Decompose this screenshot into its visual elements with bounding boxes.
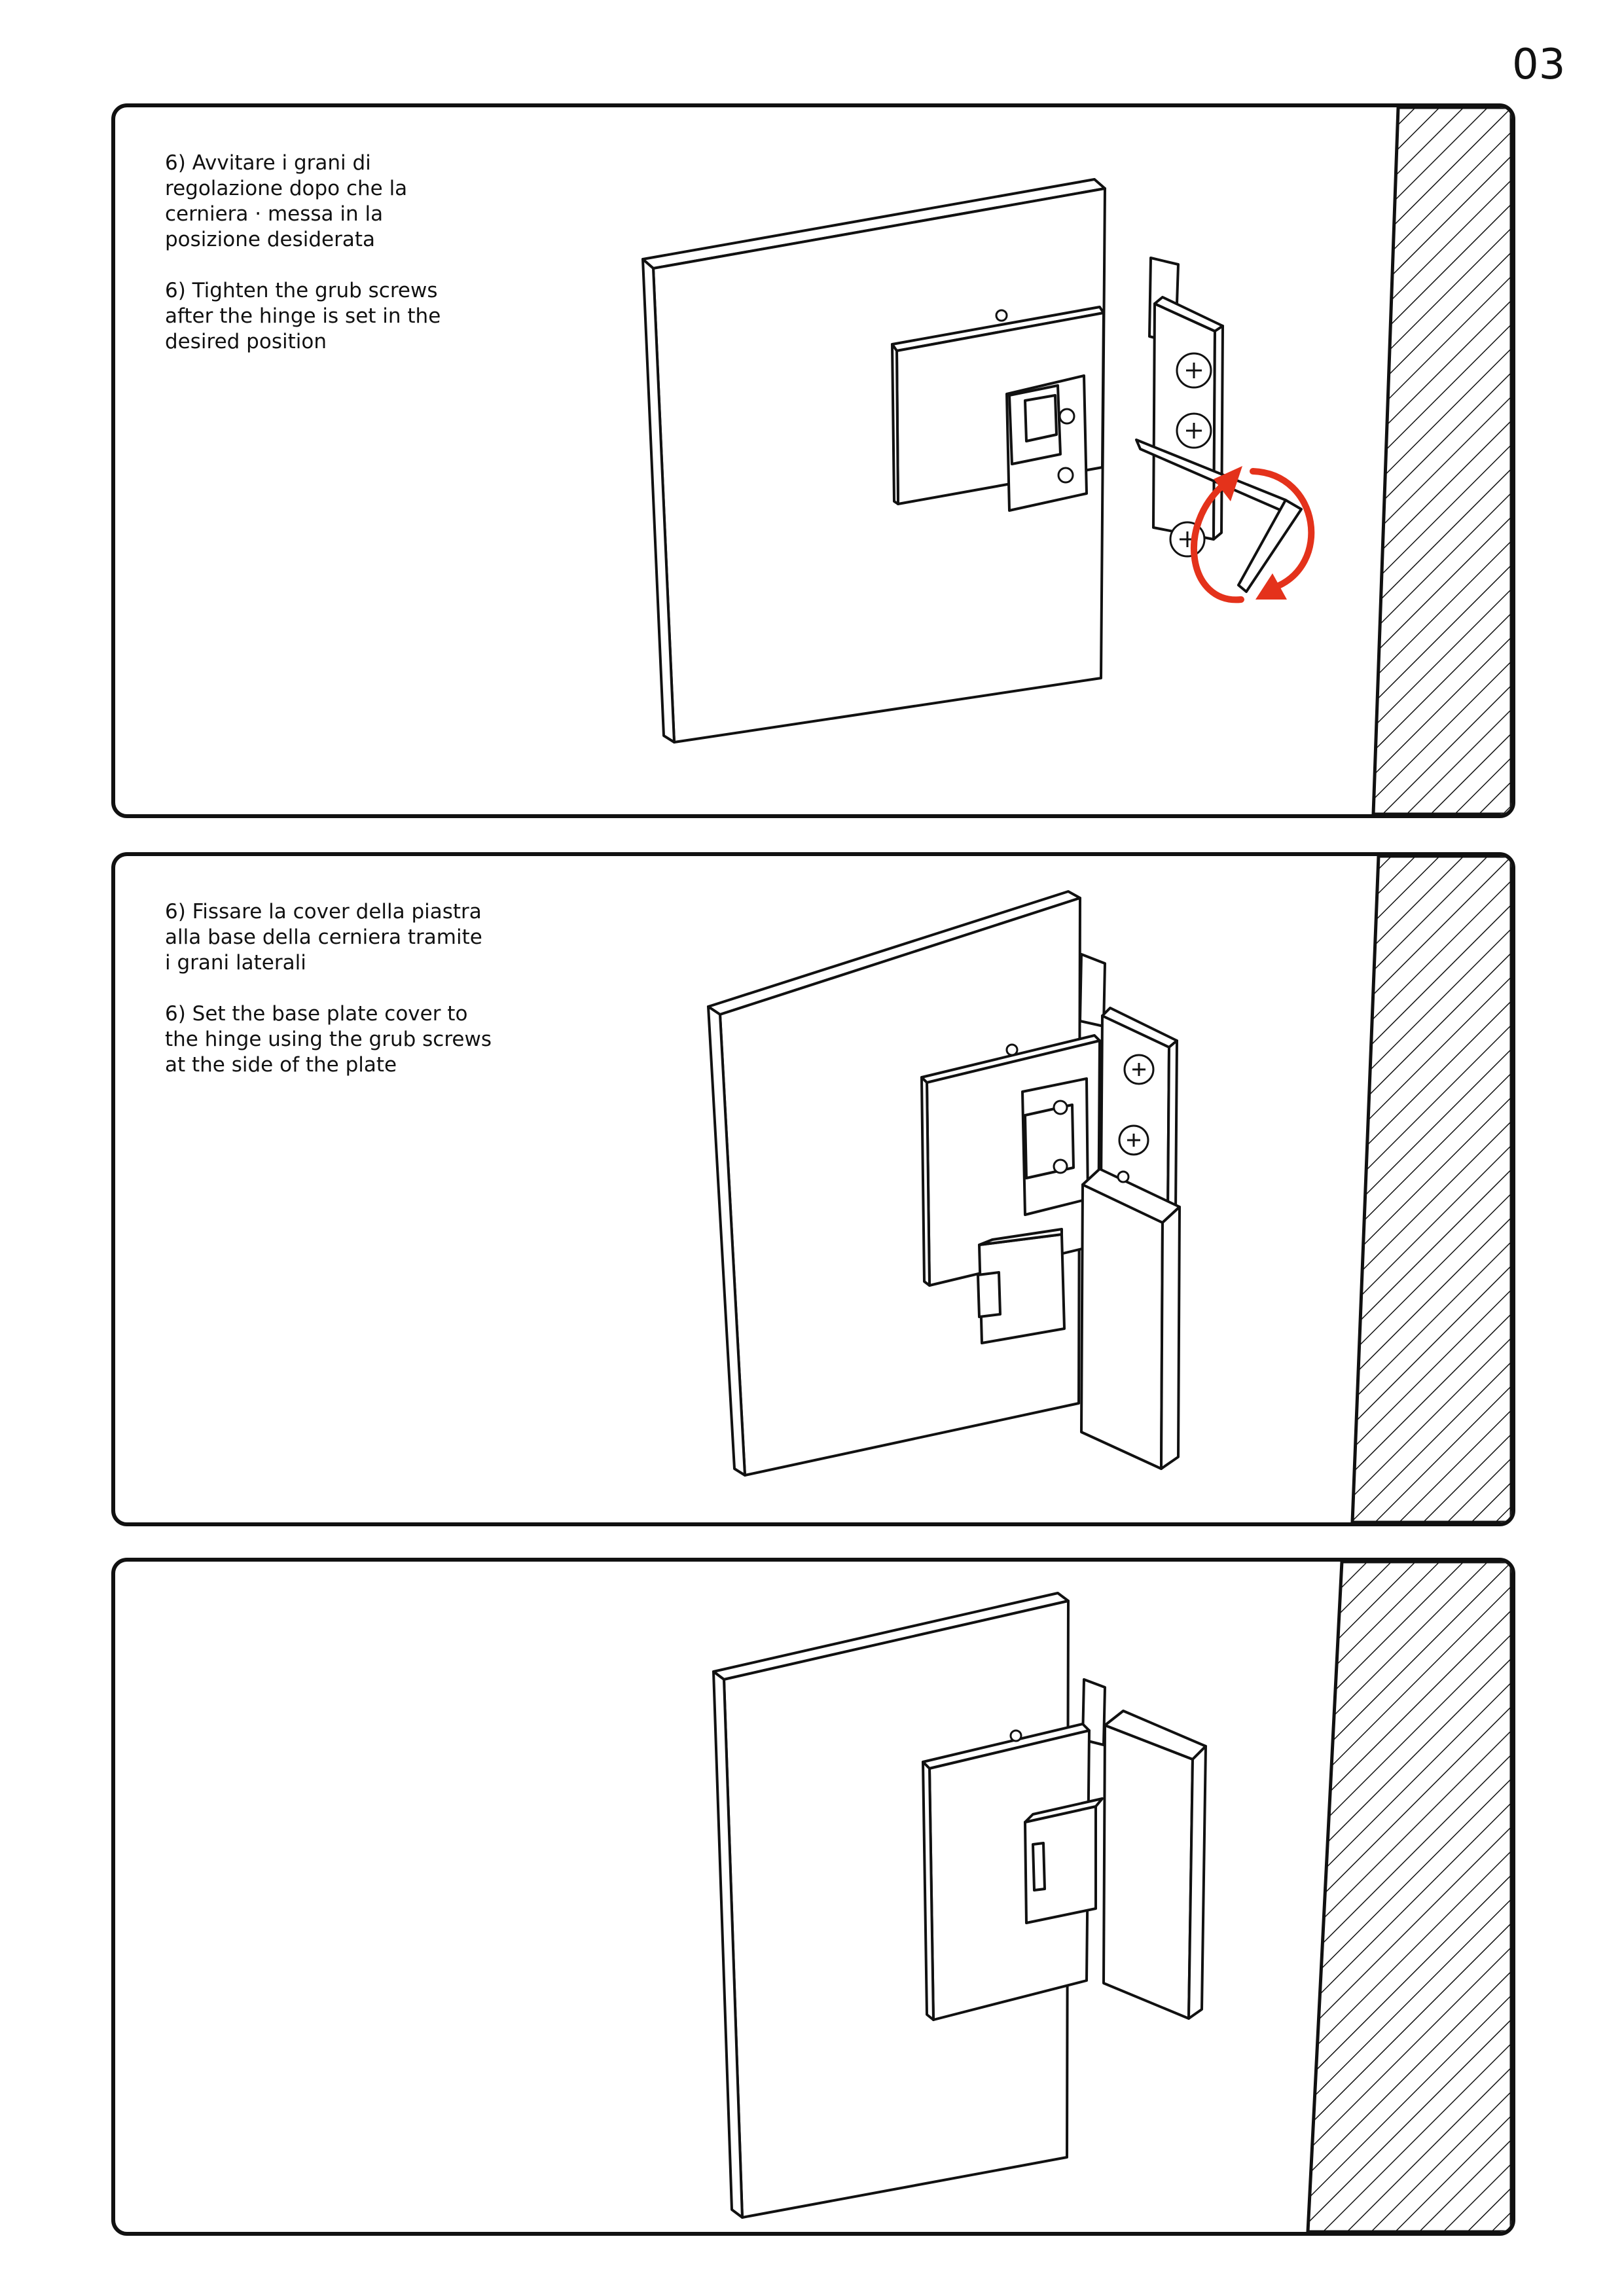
hatched-wall [1308,1562,1511,2232]
hatched-wall [1373,107,1511,814]
phillips-screw-icon [1011,1731,1021,1741]
page-number: 03 [1512,41,1566,89]
step-text-italian: 6) Fissare la cover della piastra alla base della cerniera tramite i grani laterali [165,900,482,975]
hatched-wall [1352,856,1511,1522]
instruction-panel-3 [111,1558,1515,2236]
instruction-panel-2 [111,852,1515,1526]
hinge-illustration-2 [115,856,1511,1522]
hinge-illustration-3 [115,1562,1511,2232]
step-text-english: 6) Tighten the grub screws after the hinge is set in the desired position [165,279,441,353]
step-text-italian: 6) Avvitare i grani di regolazione dopo che la cerniera · messa in la posizione desiderata [165,151,408,251]
step-text-english: 6) Set the base plate cover to the hinge using the grub screws at the side of the plate [165,1002,492,1077]
hinge-illustration-1 [115,107,1511,814]
instruction-panel-1 [111,103,1515,818]
